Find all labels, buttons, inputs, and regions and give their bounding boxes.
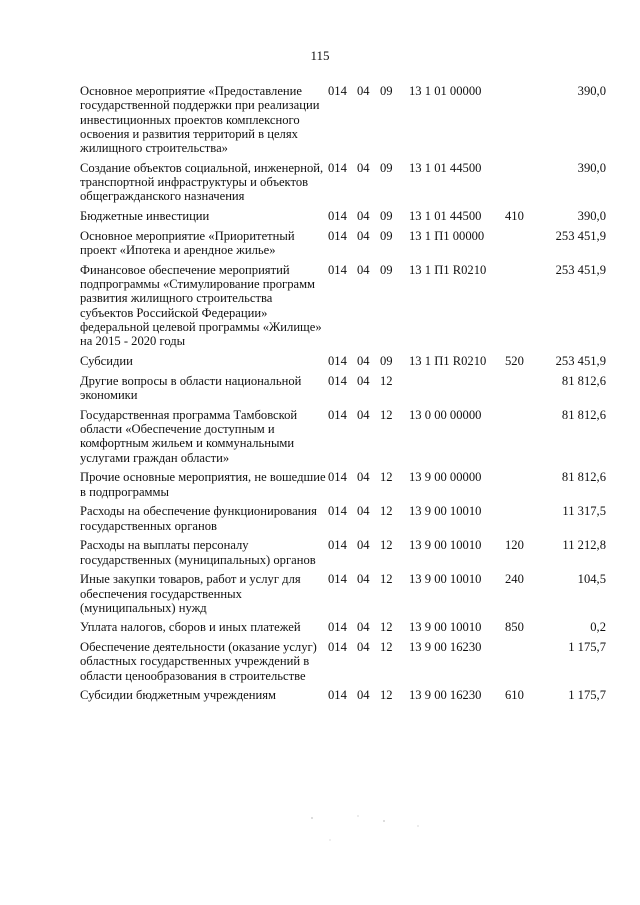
row-grbs: 014: [328, 228, 347, 243]
row-grbs: 014: [328, 209, 347, 224]
row-subsection: 12: [380, 504, 393, 519]
row-expense-type: 520: [505, 354, 524, 368]
table-row: [80, 572, 606, 615]
row-section: 04: [357, 228, 370, 243]
row-subsection: 09: [380, 228, 393, 243]
row-target-article: 13 1 П1 R0210: [409, 354, 487, 368]
budget-table: [80, 84, 606, 708]
row-target-article: 13 1 П1 R0210: [409, 262, 487, 277]
row-target-article: 13 1 01 44500: [409, 160, 482, 175]
table-row: [80, 354, 606, 368]
row-grbs: 014: [328, 640, 347, 655]
row-target-article: 13 9 00 00000: [409, 470, 482, 485]
row-name: Создание объектов социальной, инженерной, транспортной инфраструктуры и объектов общегражданского назначения: [80, 160, 324, 204]
row-expense-type: 610: [505, 688, 524, 703]
row-subsection: 09: [380, 209, 393, 224]
table-row: [80, 688, 606, 702]
row-subsection: 12: [380, 688, 393, 703]
row-amount: 1 175,7: [568, 688, 606, 703]
table-row: [80, 640, 606, 683]
row-section: 04: [357, 470, 370, 485]
row-grbs: 014: [328, 262, 347, 277]
row-section: 04: [357, 209, 370, 224]
row-grbs: 014: [328, 688, 347, 703]
row-name: Финансовое обеспечение мероприятий подпрограммы «Стимулирование программ развития жилищного строительства субъектов Российской Федерации» федеральной целевой программы «Жилище» на 2015 - 2020 годы: [80, 262, 322, 349]
table-row: [80, 374, 606, 403]
row-subsection: 09: [380, 262, 393, 277]
row-section: 04: [357, 620, 370, 635]
row-amount: 11 212,8: [562, 538, 606, 553]
table-row: [80, 161, 606, 204]
row-target-article: 13 9 00 16230: [409, 640, 482, 655]
row-name: Уплата налогов, сборов и иных платежей: [80, 620, 301, 635]
row-target-article: 13 9 00 10010: [409, 538, 482, 553]
row-amount: 11 317,5: [562, 504, 606, 519]
row-name: Иные закупки товаров, работ и услуг для обеспечения государственных (муниципальных) нужд: [80, 572, 301, 615]
row-target-article: 13 9 00 10010: [409, 620, 482, 635]
row-target-article: 13 9 00 10010: [409, 572, 482, 587]
row-subsection: 09: [380, 354, 393, 368]
row-name: Другие вопросы в области национальной экономики: [80, 373, 302, 402]
row-amount: 390,0: [577, 209, 606, 224]
row-section: 04: [357, 160, 370, 175]
row-section: 04: [357, 538, 370, 553]
scan-specks: [300, 812, 440, 852]
table-row: [80, 408, 606, 465]
table-row: [80, 263, 606, 349]
row-expense-type: 850: [505, 620, 524, 635]
row-section: 04: [357, 373, 370, 388]
row-expense-type: 240: [505, 572, 524, 587]
row-subsection: 09: [380, 160, 393, 175]
row-grbs: 014: [328, 470, 347, 485]
row-amount: 81 812,6: [561, 373, 606, 388]
row-section: 04: [357, 354, 370, 368]
table-row: [80, 229, 606, 258]
row-grbs: 014: [328, 538, 347, 553]
row-section: 04: [357, 572, 370, 587]
row-amount: 390,0: [577, 160, 606, 175]
row-subsection: 12: [380, 640, 393, 655]
page-number: 115: [310, 48, 330, 63]
row-section: 04: [357, 688, 370, 703]
row-amount: 253 451,9: [555, 354, 606, 368]
row-grbs: 014: [328, 572, 347, 587]
row-amount: 104,5: [577, 572, 606, 587]
table-row: [80, 504, 606, 533]
table-row: [80, 620, 606, 634]
row-amount: 81 812,6: [561, 407, 606, 422]
row-amount: 253 451,9: [555, 262, 606, 277]
row-grbs: 014: [328, 84, 347, 98]
row-subsection: 12: [380, 572, 393, 587]
row-amount: 1 175,7: [568, 640, 606, 655]
row-subsection: 09: [380, 84, 393, 98]
row-subsection: 12: [380, 470, 393, 485]
row-target-article: 13 9 00 10010: [409, 504, 482, 519]
row-target-article: 13 1 П1 00000: [409, 228, 485, 243]
row-expense-type: 120: [505, 538, 524, 553]
row-section: 04: [357, 504, 370, 519]
row-amount: 390,0: [577, 84, 606, 98]
row-name: Основное мероприятие «Предоставление государственной поддержки при реализации инвестиционных проектов комплексного освоения и развития территорий в целях жилищного строительства»: [80, 84, 320, 156]
row-amount: 0,2: [590, 620, 606, 635]
table-row: [80, 538, 606, 567]
row-target-article: 13 1 01 00000: [409, 84, 482, 98]
row-grbs: 014: [328, 354, 347, 368]
row-name: Прочие основные мероприятия, не вошедшие в подпрограммы: [80, 470, 326, 499]
row-name: Государственная программа Тамбовской области «Обеспечение доступным и комфортным жильем и коммунальными услугами граждан области»: [80, 407, 298, 465]
row-target-article: 13 1 01 44500: [409, 209, 482, 224]
row-section: 04: [357, 84, 370, 98]
table-row: [80, 470, 606, 499]
row-grbs: 014: [328, 373, 347, 388]
row-section: 04: [357, 262, 370, 277]
row-section: 04: [357, 407, 370, 422]
table-row: [80, 209, 606, 223]
row-amount: 81 812,6: [561, 470, 606, 485]
row-grbs: 014: [328, 620, 347, 635]
row-name: Субсидии: [80, 354, 133, 368]
row-grbs: 014: [328, 504, 347, 519]
row-target-article: 13 0 00 00000: [409, 407, 482, 422]
row-section: 04: [357, 640, 370, 655]
row-expense-type: 410: [505, 209, 524, 224]
row-name: Бюджетные инвестиции: [80, 209, 210, 224]
row-subsection: 12: [380, 620, 393, 635]
row-grbs: 014: [328, 160, 347, 175]
row-grbs: 014: [328, 407, 347, 422]
row-name: Субсидии бюджетным учреждениям: [80, 688, 276, 703]
row-name: Расходы на обеспечение функционирования государственных органов: [80, 504, 317, 533]
table-row: [80, 84, 606, 155]
row-subsection: 12: [380, 538, 393, 553]
row-subsection: 12: [380, 407, 393, 422]
row-name: Обеспечение деятельности (оказание услуг) областных государственных учреждений в области ценообразования в строительстве: [80, 640, 317, 683]
row-name: Расходы на выплаты персоналу государственных (муниципальных) органов: [80, 538, 316, 567]
row-name: Основное мероприятие «Приоритетный проект «Ипотека и арендное жилье»: [80, 228, 295, 258]
row-subsection: 12: [380, 373, 393, 388]
row-amount: 253 451,9: [555, 228, 606, 243]
row-target-article: 13 9 00 16230: [409, 688, 482, 703]
